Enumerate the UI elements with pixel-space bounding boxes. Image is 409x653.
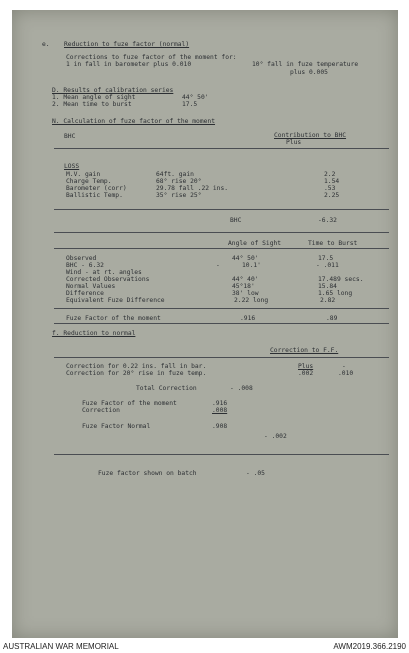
- d-item1-label: 1. Mean angle of sight: [52, 94, 136, 101]
- obs-row-mid: -: [216, 262, 220, 269]
- correction-row2-label: Correction for 20° rise in fuze temp.: [66, 370, 207, 377]
- loss-row-label: Ballistic Temp.: [66, 192, 123, 199]
- fuze-factor-moment-angle: .916: [240, 315, 256, 322]
- batch-value: - .05: [246, 470, 265, 477]
- obs-row-angle: 10.1': [242, 262, 261, 269]
- fuze-factor-moment-label: Fuze Factor of the moment: [66, 315, 161, 322]
- obs-row-label: Corrected Observations: [66, 276, 150, 283]
- loss-row-value: .53: [324, 185, 336, 192]
- loss-row-value: 1.54: [324, 178, 340, 185]
- rule: [54, 232, 389, 233]
- correction-label: Correction: [82, 407, 120, 414]
- loss-row-detail: 35° rise 25°: [156, 192, 202, 199]
- document-sheet: [12, 10, 398, 638]
- obs-row-angle: 2.22 long: [234, 297, 269, 304]
- loss-row-detail: 29.78 fall .22 ins.: [156, 185, 229, 192]
- column-bhc: BHC: [64, 133, 76, 140]
- correction-row2-minus: .010: [338, 370, 354, 377]
- correction-row1-label: Correction for 0.22 ins. fall in bar.: [66, 363, 207, 370]
- loss-row-detail: 68° rise 20°: [156, 178, 202, 185]
- column-correction-ff: Correction to F.F.: [270, 347, 339, 354]
- obs-row-label: Difference: [66, 290, 104, 297]
- obs-row-label: Equivalent Fuze Difference: [66, 297, 165, 304]
- obs-row-time: - .011: [316, 262, 339, 269]
- obs-row-label: Normal Values: [66, 283, 116, 290]
- footer-right: AWM2019.366.2190: [333, 642, 406, 651]
- obs-row-label: Wind - at rt. angles: [66, 269, 142, 276]
- obs-row-angle: 44° 40': [232, 276, 259, 283]
- obs-row-label: BHC - 6.32: [66, 262, 104, 269]
- correction-minus-heading: -: [342, 363, 346, 370]
- footer-left: AUSTRALIAN WAR MEMORIAL: [3, 642, 119, 651]
- section-e-title: Reduction to fuze factor (normal): [64, 41, 190, 48]
- loss-row-label: M.V. gain: [66, 171, 101, 178]
- obs-row-angle: 44° 50': [232, 255, 259, 262]
- d-item2-label: 2. Mean time to burst: [52, 101, 132, 108]
- ff-moment-value: .916: [212, 400, 228, 407]
- column-contribution-plus: Plus: [286, 139, 302, 146]
- d-item1-value: 44° 50': [182, 94, 209, 101]
- section-e-number: e.: [42, 41, 50, 48]
- obs-row-label: Observed: [66, 255, 97, 262]
- section-f-title: f. Reduction to normal: [52, 330, 136, 337]
- obs-row-time: 1.65 long: [318, 290, 353, 297]
- ff-normal-value: .908: [212, 423, 228, 430]
- rule: [54, 308, 389, 309]
- footer: [0, 640, 409, 653]
- section-n-title: N. Calculation of fuze factor of the moment: [52, 118, 216, 125]
- section-e-line2b: 10° fall in fuze temperature: [252, 61, 359, 68]
- ff-normal-label: Fuze Factor Normal: [82, 423, 151, 430]
- section-e-line3: plus 0.005: [290, 69, 328, 76]
- rule: [54, 248, 389, 249]
- loss-row-label: Barometer (corr): [66, 185, 127, 192]
- rule: [54, 209, 389, 210]
- obs-row-time: 17.489 secs.: [318, 276, 364, 283]
- rule: [54, 148, 389, 149]
- correction-value: .008: [212, 407, 228, 414]
- d-item2-value: 17.5: [182, 101, 198, 108]
- bhc-value: -6.32: [318, 217, 337, 224]
- side-value: - .002: [264, 433, 287, 440]
- correction-plus-heading: Plus: [298, 363, 314, 370]
- obs-row-time: 2.82: [320, 297, 336, 304]
- loss-heading: LOSS: [64, 163, 80, 170]
- loss-row-label: Charge Temp.: [66, 178, 112, 185]
- rule: [54, 454, 389, 455]
- batch-label: Fuze factor shown on batch: [98, 470, 197, 477]
- obs-row-time: 17.5: [318, 255, 334, 262]
- section-e-line2a: 1 in fall in barometer plus 0.010: [66, 61, 192, 68]
- obs-row-time: 15.84: [318, 283, 337, 290]
- total-correction-value: - .008: [230, 385, 253, 392]
- column-contribution: Contribution to BHC: [274, 132, 347, 139]
- loss-row-detail: 64ft. gain: [156, 171, 194, 178]
- section-e-line1: Corrections to fuze factor of the moment for:: [66, 54, 237, 61]
- total-correction-label: Total Correction: [136, 385, 197, 392]
- rule: [54, 323, 389, 324]
- correction-row2-plus: .002: [298, 370, 314, 377]
- ff-moment-label: Fuze Factor of the moment: [82, 400, 177, 407]
- rule: [54, 357, 389, 358]
- fuze-factor-moment-time: .89: [326, 315, 338, 322]
- column-angle-of-sight: Angle of Sight: [228, 240, 282, 247]
- obs-row-angle: 45°18': [232, 283, 255, 290]
- loss-row-value: 2.2: [324, 171, 336, 178]
- obs-row-angle: 38' low: [232, 290, 259, 297]
- section-d-title: D. Results of calibration series: [52, 87, 174, 94]
- loss-row-value: 2.25: [324, 192, 340, 199]
- bhc-label: BHC: [230, 217, 242, 224]
- column-time-to-burst: Time to Burst: [308, 240, 358, 247]
